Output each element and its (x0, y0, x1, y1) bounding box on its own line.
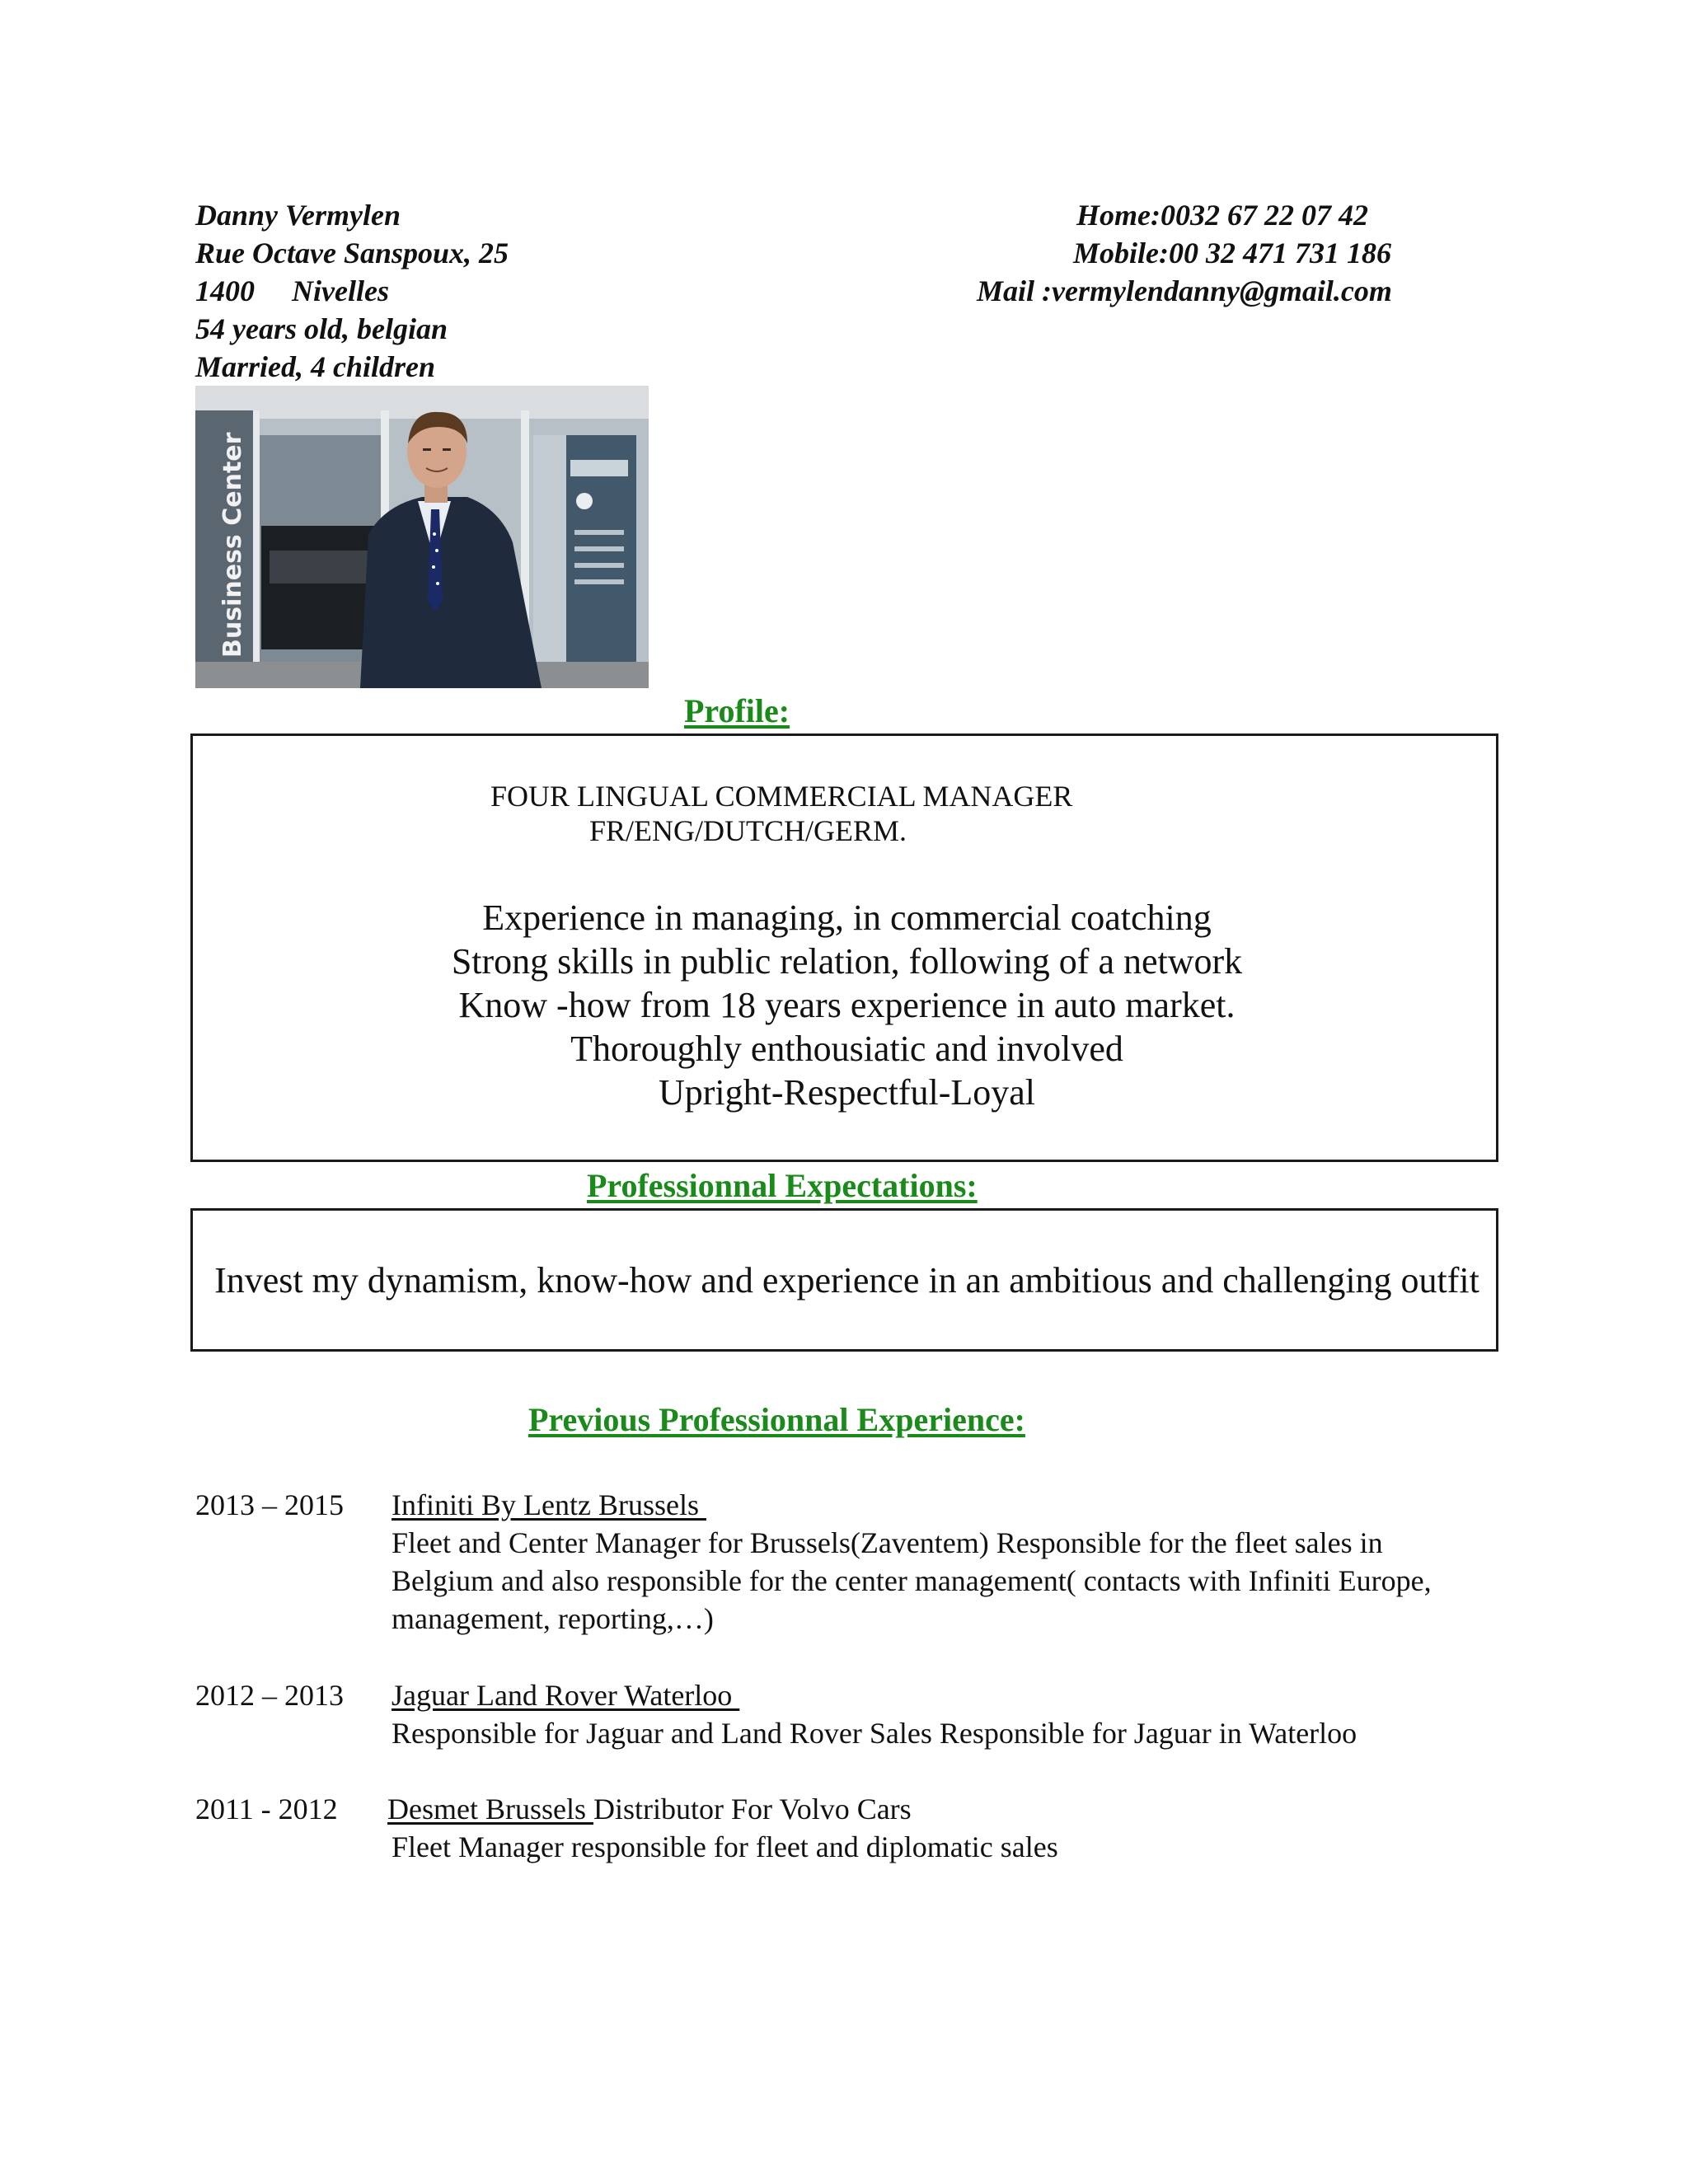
contact-left-block (195, 196, 509, 386)
expectations-title: Professionnal Expectations: (587, 1167, 978, 1204)
profile-photo-illustration (195, 386, 649, 688)
job-company-name: Jaguar Land Rover Waterloo (392, 1679, 740, 1712)
profile-line: Experience in managing, in commercial coatching (482, 898, 1212, 938)
address-street-text: Rue Octave Sanspoux, 25 (195, 237, 509, 269)
profile-tagline-languages: FR/ENG/DUTCH/GERM. (589, 814, 907, 847)
profile-line: Thoroughly enthousiatic and involved (570, 1029, 1123, 1069)
family-status-text: Married, 4 children (195, 350, 436, 383)
home-phone-text: Home:0032 67 22 07 42 (1076, 199, 1368, 232)
email-text: Mail :vermylendanny@gmail.com (977, 274, 1392, 307)
business-center-sign: Business Center (218, 432, 247, 658)
profile-line: Upright-Respectful-Loyal (659, 1072, 1035, 1113)
job-description: Fleet Manager responsible for fleet and diplomatic sales (392, 1830, 1058, 1863)
job-company-name: Desmet Brussels (387, 1793, 593, 1825)
job-company (392, 1486, 706, 1524)
mobile-phone-text: Mobile:00 32 471 731 186 (1073, 237, 1391, 269)
name-text: Danny Vermylen (195, 199, 401, 232)
profile-box (190, 733, 1498, 1162)
job-description: Responsible for Jaguar and Land Rover Sales Responsible for Jaguar in Waterloo (392, 1717, 1357, 1750)
job-years: 2013 – 2015 (195, 1488, 344, 1521)
expectations-box (190, 1208, 1498, 1352)
profile-tagline-primary: FOUR LINGUAL COMMERCIAL MANAGER (490, 780, 1073, 813)
profile-line: Strong skills in public relation, following of a network (451, 941, 1243, 982)
job-company (387, 1790, 912, 1828)
job-years: 2011 - 2012 (195, 1793, 338, 1825)
age-nationality-text: 54 years old, belgian (195, 312, 448, 345)
job-company-suffix: Distributor For Volvo Cars (593, 1793, 912, 1825)
expectations-text: Invest my dynamism, know-how and experience in an ambitious and challenging outfit (214, 1260, 1479, 1301)
address-city-text: 1400 Nivelles (195, 274, 389, 307)
experience-title: Previous Professionnal Experience: (528, 1401, 1025, 1438)
job-description: Fleet and Center Manager for Brussels(Zaventem) Responsible for the fleet sales in Belgium and also responsible for the center management( contacts with Infiniti Europe, management, reporting,…) (392, 1526, 1432, 1635)
job-company-name: Infiniti By Lentz Brussels (392, 1488, 706, 1521)
job-years: 2012 – 2013 (195, 1679, 344, 1712)
profile-photo (195, 386, 649, 688)
profile-summary (193, 896, 1501, 1114)
profile-title: Profile: (684, 692, 790, 729)
job-company (392, 1676, 739, 1714)
profile-line: Know -how from 18 years experience in auto market. (458, 985, 1236, 1025)
